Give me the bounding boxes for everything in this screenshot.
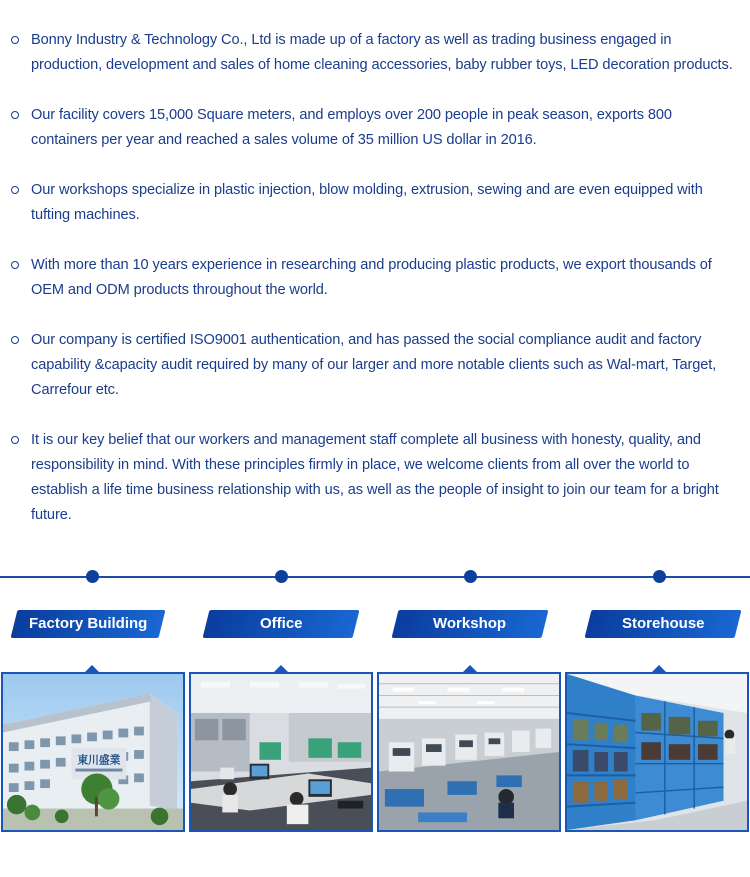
intro-item <box>0 328 750 403</box>
factory-sign: 東川盛業 <box>77 753 121 767</box>
intro-item <box>0 253 750 303</box>
intro-text: Bonny Industry & Technology Co., Ltd is made up of a factory as well as trading business engaged in production, development and sales of home cleaning accessories, baby rubber toys, LED decoration products. <box>31 32 733 73</box>
bullet-circle-icon <box>11 261 19 269</box>
tab-label: Storehouse <box>621 615 705 632</box>
storehouse-photo[interactable] <box>565 672 749 832</box>
intro-item <box>0 103 750 153</box>
intro-text: Our company is certified ISO9001 authentication, and has passed the social compliance audit and factory capability &capacity audit required by many of our larger and more notable clients such as Wal-mart, Target, Carrefour etc. <box>31 332 717 398</box>
tab-factory-building[interactable] <box>11 610 166 638</box>
bullet-circle-icon <box>11 111 19 119</box>
intro-text: Our workshops specialize in plastic injection, blow molding, extrusion, sewing and are even equipped with tufting machines. <box>31 182 703 223</box>
intro-item <box>0 178 750 228</box>
intro-text: With more than 10 years experience in researching and producing plastic products, we export thousands of OEM and ODM products throughout the world. <box>31 257 712 298</box>
factory-building-photo[interactable] <box>1 672 185 832</box>
timeline-dot <box>275 570 288 583</box>
timeline-dot <box>653 570 666 583</box>
gallery-timeline <box>0 576 750 578</box>
timeline-dot <box>86 570 99 583</box>
timeline-dot <box>464 570 477 583</box>
tab-label: Workshop <box>433 615 507 632</box>
bullet-circle-icon <box>11 336 19 344</box>
bullet-circle-icon <box>11 36 19 44</box>
intro-item <box>0 28 750 78</box>
office-photo[interactable] <box>189 672 373 832</box>
company-intro-list <box>0 28 750 553</box>
bullet-circle-icon <box>11 186 19 194</box>
workshop-photo[interactable] <box>377 672 561 832</box>
intro-item <box>0 428 750 528</box>
tab-label: Office <box>259 615 303 632</box>
tab-workshop[interactable] <box>392 610 549 638</box>
tab-storehouse[interactable] <box>585 610 742 638</box>
tab-label: Factory Building <box>28 615 148 632</box>
tab-office[interactable] <box>203 610 360 638</box>
intro-text: Our facility covers 15,000 Square meters, and employs over 200 people in peak season, exports 800 containers per year and reached a sales volume of 35 million US dollar in 2016. <box>31 107 672 148</box>
intro-text: It is our key belief that our workers and management staff complete all business with honesty, quality, and responsibility in mind. With these principles firmly in place, we welcome clients from all over the world to establish a life time business relationship with us, as well as the people of insight to join our team for a bright future. <box>31 432 719 523</box>
bullet-circle-icon <box>11 436 19 444</box>
